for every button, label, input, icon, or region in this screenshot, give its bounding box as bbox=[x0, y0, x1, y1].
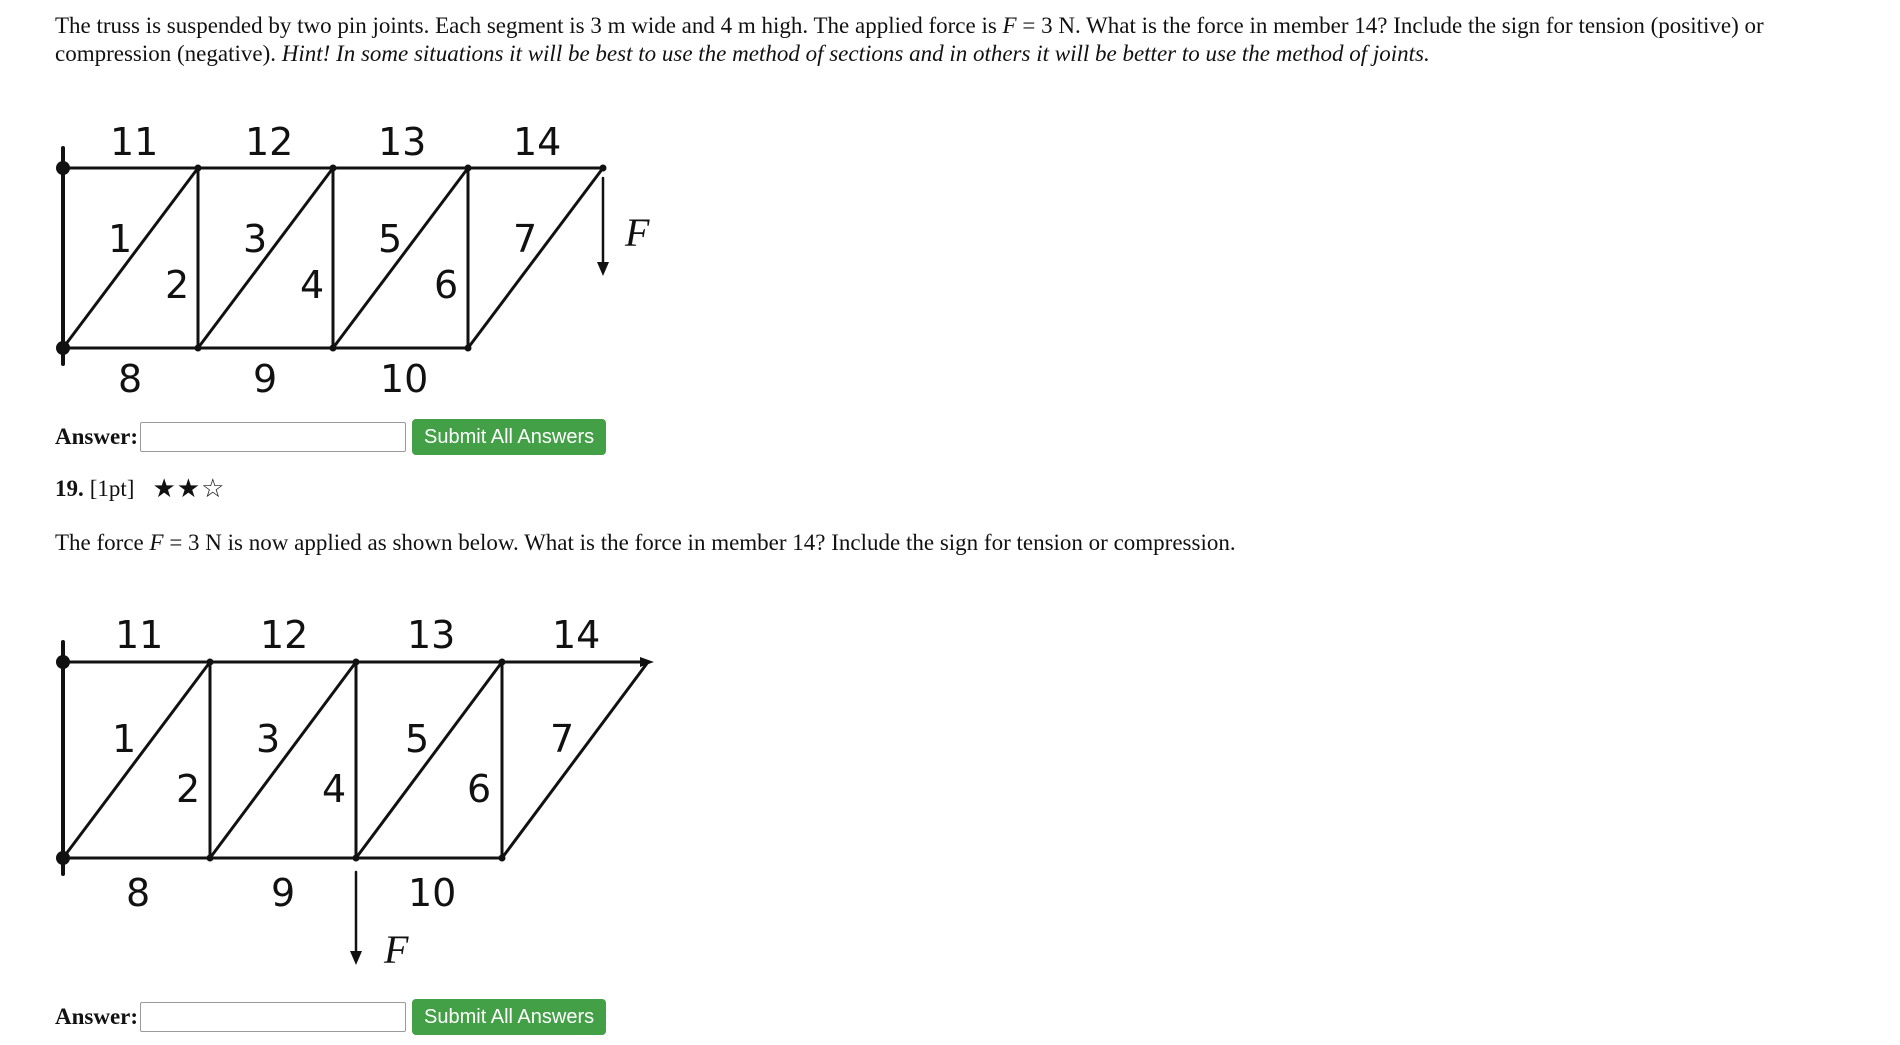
member-label-3: 3 bbox=[243, 217, 268, 261]
force-arrow-icon bbox=[350, 951, 362, 965]
answer-row-19 bbox=[55, 1000, 606, 1034]
member-label-3: 3 bbox=[256, 717, 281, 761]
equals-sign: = bbox=[1022, 13, 1036, 38]
member-label-7: 7 bbox=[513, 217, 538, 261]
problem-text-part: The truss is suspended by two pin joints. Each segment is 3 m wide and 4 m high. The applied force is bbox=[55, 13, 1003, 38]
joint-dot bbox=[353, 659, 360, 666]
member-label-13: 13 bbox=[407, 613, 456, 657]
member-label-4: 4 bbox=[322, 767, 347, 811]
equals-sign: = bbox=[169, 530, 183, 555]
member-label-2: 2 bbox=[165, 263, 190, 307]
problem-text-part: 3 N is now applied as shown below. What is the force in member 14? Include the sign for tension or compression. bbox=[182, 530, 1236, 555]
member-label-10: 10 bbox=[408, 871, 457, 915]
member-label-14: 14 bbox=[552, 613, 601, 657]
member-label-10: 10 bbox=[380, 357, 429, 401]
joint-dot bbox=[353, 855, 360, 862]
answer-input[interactable] bbox=[140, 1002, 406, 1032]
question-points: [1pt] bbox=[89, 476, 135, 501]
problem-19-text bbox=[55, 530, 1236, 556]
joint-dot bbox=[465, 345, 472, 352]
hint-text: Hint! In some situations it will be best to use the method of sections and in others it will be better to use the method of joints. bbox=[281, 41, 1430, 66]
pin-joint-icon bbox=[56, 161, 70, 175]
member-label-2: 2 bbox=[176, 767, 201, 811]
member-label-12: 12 bbox=[260, 613, 309, 657]
joint-dot bbox=[330, 345, 337, 352]
member-label-7: 7 bbox=[550, 717, 575, 761]
truss-diagonal bbox=[210, 662, 356, 858]
joint-dot bbox=[499, 855, 506, 862]
problem-text-part: The force bbox=[55, 530, 150, 555]
submit-all-answers-button[interactable]: Submit All Answers bbox=[412, 419, 606, 455]
force-symbol: F bbox=[149, 530, 164, 555]
question-number: 19. bbox=[55, 476, 84, 501]
answer-row-18 bbox=[55, 420, 606, 454]
joint-dot bbox=[465, 165, 472, 172]
problem-text-part: 3 N. What is the force in member 14? Include the sign for tension (positive) or compression (negative). bbox=[55, 13, 1764, 66]
joint-dot bbox=[330, 165, 337, 172]
member-label-5: 5 bbox=[405, 717, 430, 761]
pin-joint-icon bbox=[56, 341, 70, 355]
member-label-8: 8 bbox=[118, 357, 143, 401]
truss-diagram-2 bbox=[0, 610, 700, 980]
force-label: F bbox=[625, 210, 650, 255]
joint-dot bbox=[195, 165, 202, 172]
pin-joint-icon bbox=[56, 655, 70, 669]
member-label-1: 1 bbox=[108, 217, 133, 261]
joint-dot bbox=[207, 855, 214, 862]
member-label-14: 14 bbox=[513, 120, 562, 164]
joint-dot bbox=[195, 345, 202, 352]
question-header bbox=[55, 474, 225, 504]
truss-diagram-1 bbox=[0, 120, 700, 410]
pin-joint-icon bbox=[56, 851, 70, 865]
answer-label: Answer: bbox=[55, 424, 139, 449]
answer-input[interactable] bbox=[140, 422, 406, 452]
answer-label: Answer: bbox=[55, 1004, 139, 1029]
joint-dot bbox=[207, 659, 214, 666]
force-symbol: F bbox=[1002, 13, 1017, 38]
member-label-1: 1 bbox=[112, 717, 137, 761]
member-label-9: 9 bbox=[271, 871, 296, 915]
member-label-5: 5 bbox=[378, 217, 403, 261]
joint-dot bbox=[499, 659, 506, 666]
member-label-13: 13 bbox=[378, 120, 427, 164]
member-label-12: 12 bbox=[245, 120, 294, 164]
difficulty-stars-icon: ★★☆ bbox=[152, 474, 226, 504]
truss-diagonal bbox=[63, 662, 210, 858]
member-label-6: 6 bbox=[434, 263, 459, 307]
member-label-6: 6 bbox=[467, 767, 492, 811]
submit-all-answers-button[interactable]: Submit All Answers bbox=[412, 999, 606, 1035]
member-label-9: 9 bbox=[253, 357, 278, 401]
member-label-8: 8 bbox=[126, 871, 151, 915]
joint-dot bbox=[600, 165, 607, 172]
truss-diagonal bbox=[502, 662, 648, 858]
member-label-11: 11 bbox=[110, 120, 159, 164]
member-label-4: 4 bbox=[300, 263, 325, 307]
force-label: F bbox=[384, 927, 409, 972]
member-label-11: 11 bbox=[115, 613, 164, 657]
force-arrow-icon bbox=[597, 262, 609, 276]
problem-18-text bbox=[55, 12, 1875, 68]
